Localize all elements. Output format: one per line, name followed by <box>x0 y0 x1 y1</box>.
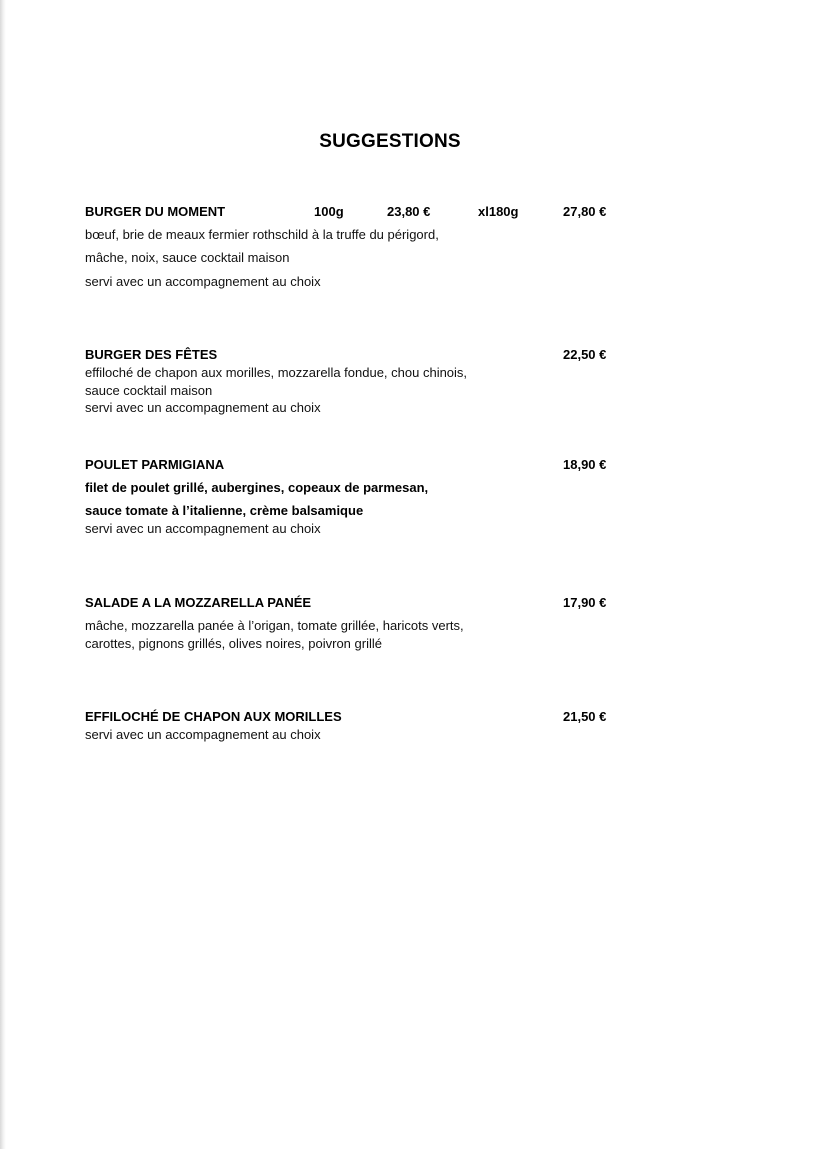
item-description-line: servi avec un accompagnement au choix <box>85 274 321 289</box>
item-name: EFFILOCHÉ DE CHAPON AUX MORILLES <box>85 709 342 724</box>
item-price: 18,90 € <box>563 457 607 472</box>
item-description-line: mâche, mozzarella panée à l’origan, tomate grillée, haricots verts, <box>85 618 464 633</box>
item-price: 21,50 € <box>563 709 607 724</box>
item-description-line: sauce tomate à l’italienne, crème balsamique <box>85 503 364 518</box>
item-description-line: sauce cocktail maison <box>85 383 213 398</box>
item-name: BURGER DES FÊTES <box>85 347 218 362</box>
item-description-line: mâche, noix, sauce cocktail maison <box>85 250 290 265</box>
item-description-line: carottes, pignons grillés, olives noires, poivron grillé <box>85 636 382 651</box>
item-description-line: servi avec un accompagnement au choix <box>85 521 321 536</box>
item-description-line: servi avec un accompagnement au choix <box>85 400 321 415</box>
item-description-line: bœuf, brie de meaux fermier rothschild à la truffe du périgord, <box>85 227 439 242</box>
item-name: BURGER DU MOMENT <box>85 204 226 219</box>
page-title: SUGGESTIONS <box>319 131 461 152</box>
item-price: 22,50 € <box>563 347 607 362</box>
item-size-small: 100g <box>314 204 344 219</box>
item-size-large: xl180g <box>478 204 519 219</box>
item-price-small: 23,80 € <box>387 204 431 219</box>
item-price: 17,90 € <box>563 595 607 610</box>
item-description-line: filet de poulet grillé, aubergines, copeaux de parmesan, <box>85 480 429 495</box>
item-price: 27,80 € <box>563 204 607 219</box>
item-name: POULET PARMIGIANA <box>85 457 225 472</box>
item-description-line: servi avec un accompagnement au choix <box>85 727 321 742</box>
item-description-line: effiloché de chapon aux morilles, mozzarella fondue, chou chinois, <box>85 365 468 380</box>
item-name: SALADE A LA MOZZARELLA PANÉE <box>85 595 312 610</box>
